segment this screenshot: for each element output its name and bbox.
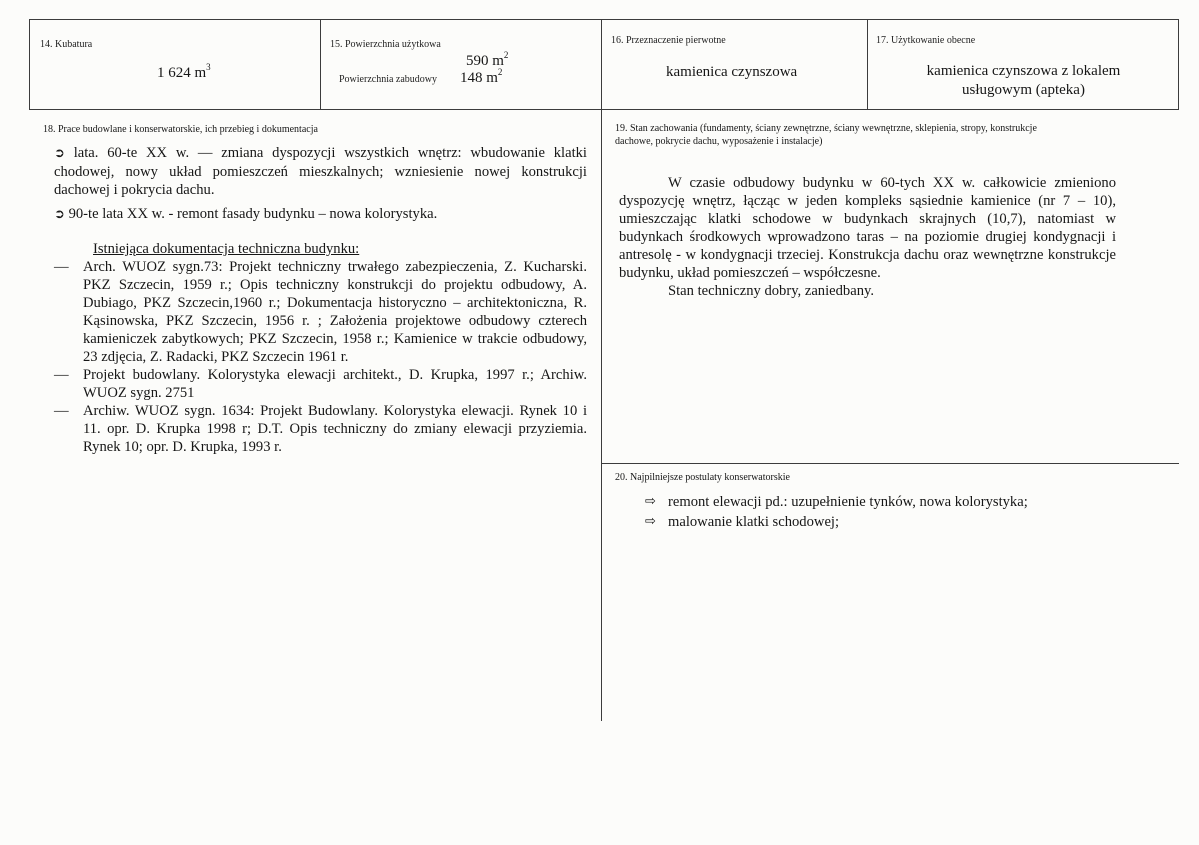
right-border-line xyxy=(1178,19,1179,110)
usable-area-value: 590 m xyxy=(466,53,504,69)
col-divider-16 xyxy=(601,19,602,721)
work-item-text: 90-te lata XX w. - remont fasady budynku – nowa kolorystyka. xyxy=(68,206,438,222)
work-item-text: lata. 60-te XX w. — zmiana dyspozycji wszystkich wnętrz: wbudowanie klatki chodowej, nowy układ pomieszczeń mieszkalnych; wzniesienie nowej konstrukcji dachowej i pokrycia dachu. xyxy=(54,145,587,198)
section-19-label-line-2: dachowe, pokrycie dachu, wyposażenie i instalacje) xyxy=(615,136,823,147)
col-divider-15 xyxy=(320,19,321,110)
documentation-item-text: Projekt budowlany. Kolorystyka elewacji architekt., D. Krupka, 1997 r.; Archiw. WUOZ sygn. 2751 xyxy=(83,367,587,401)
section-20-content xyxy=(601,492,1161,532)
postulate-item xyxy=(601,512,1161,532)
field-16-label: 16. Przeznaczenie pierwotne xyxy=(611,35,726,46)
work-item xyxy=(54,205,587,224)
field-15-label: 15. Powierzchnia użytkowa xyxy=(330,39,441,50)
built-area-number: 148 m xyxy=(460,70,498,86)
usable-area-unit-exponent: 2 xyxy=(503,50,509,60)
dash-bullet: — xyxy=(54,259,69,275)
documentation-item xyxy=(30,366,587,402)
section-18-label: 18. Prace budowlane i konserwatorskie, ich przebieg i dokumentacja xyxy=(43,124,318,135)
work-item xyxy=(54,144,587,199)
field-17-label: 17. Użytkowanie obecne xyxy=(876,35,976,46)
dash-bullet: — xyxy=(54,403,69,419)
built-area-unit-exponent: 2 xyxy=(497,67,503,77)
documentation-item-text: Archiw. WUOZ sygn. 1634: Projekt Budowlany. Kolorystyka elewacji. Rynek 10 i 11. opr. D. Krupka 1998 r; D.T. Opis techniczny do zmiany elewacji przyziemia. Rynek 10; opr. D. Krupka, 1993 r. xyxy=(83,403,587,455)
field-17-value-line-1: kamienica czynszowa z lokalem xyxy=(926,63,1121,79)
section-20-divider-line xyxy=(602,463,1179,464)
documentation-heading: Istniejąca dokumentacja techniczna budynku: xyxy=(93,241,360,257)
documentation-list xyxy=(30,258,587,456)
documentation-item-text: Arch. WUOZ sygn.73: Projekt techniczny trwałego zabezpieczenia, Z. Kucharski. PKZ Szczecin, 1959 r.; Opis techniczny konstrukcji do projektu odbudowy, A. Dubiago, PKZ Szczecin,1960 r.; Dokumentacja historyczno – architektoniczna, R. Kąsinowska, PKZ Szczecin, 1956 r. ; Założenia projektowe odbudowy czterech kamieniczek zabytkowych; PKZ Szczecin, 1958 r.; Kamienice w trakcie odbudowy, 23 zdjęcia, Z. Radacki, PKZ Szczecin 1961 r. xyxy=(83,259,587,365)
volume-unit-exponent: 3 xyxy=(206,62,211,72)
arrow-bullet-icon: ➲ xyxy=(54,146,65,161)
field-17-value-line-2: usługowym (apteka) xyxy=(962,82,1085,98)
postulate-item xyxy=(601,492,1161,512)
postulate-text: malowanie klatki schodowej; xyxy=(668,514,840,530)
section-19-label xyxy=(615,122,1037,148)
section-18-content xyxy=(54,144,587,224)
section-19-label-line-1: 19. Stan zachowania (fundamenty, ściany zewnętrzne, ściany wewnętrzne, sklepienia, stropy, konstrukcje xyxy=(615,123,1037,134)
row-divider-line xyxy=(29,109,1179,110)
right-arrow-icon: ⇨ xyxy=(645,514,656,529)
built-area-value xyxy=(460,69,502,88)
built-area-label: Powierzchnia zabudowy xyxy=(339,74,438,85)
left-border-line xyxy=(29,19,30,110)
right-arrow-icon: ⇨ xyxy=(645,494,656,509)
documentation-block xyxy=(30,240,587,456)
section-20-label: 20. Najpilniejsze postulaty konserwatorskie xyxy=(615,472,790,483)
col-divider-17 xyxy=(867,19,868,110)
dash-bullet: — xyxy=(54,367,69,383)
arrow-bullet-icon: ➲ xyxy=(54,207,65,222)
field-17-value xyxy=(869,62,1178,100)
technical-condition: Stan techniczny dobry, zaniedbany. xyxy=(668,283,874,299)
top-border-line xyxy=(29,19,1179,20)
condition-paragraph: W czasie odbudowy budynku w 60-tych XX w. całkowicie zmieniono dyspozycję wnętrz, łącząc w jeden kompleks sąsiednie kamienice (nr 7 – 10), umieszczając klatki schodowe w budynkach skrajnych (10,7), natomiast w budynkach środkowych wprowadzono taras – na poziomie drugiej kondygnacji i antresolę - w kondygnacji trzeciej. Konstrukcja dachu oraz wewnętrzne konstrukcje budynku, układ pomieszczeń – współczesne. xyxy=(619,175,1116,281)
section-19-content xyxy=(619,174,1116,300)
field-14-value xyxy=(157,64,211,83)
postulates-list xyxy=(601,492,1161,532)
field-16-value: kamienica czynszowa xyxy=(666,64,798,80)
field-14-label: 14. Kubatura xyxy=(40,39,93,50)
volume-value: 1 624 m xyxy=(157,65,207,81)
postulate-text: remont elewacji pd.: uzupełnienie tynków, nowa kolorystyka; xyxy=(668,494,1028,510)
documentation-item xyxy=(30,258,587,366)
documentation-item xyxy=(30,402,587,456)
